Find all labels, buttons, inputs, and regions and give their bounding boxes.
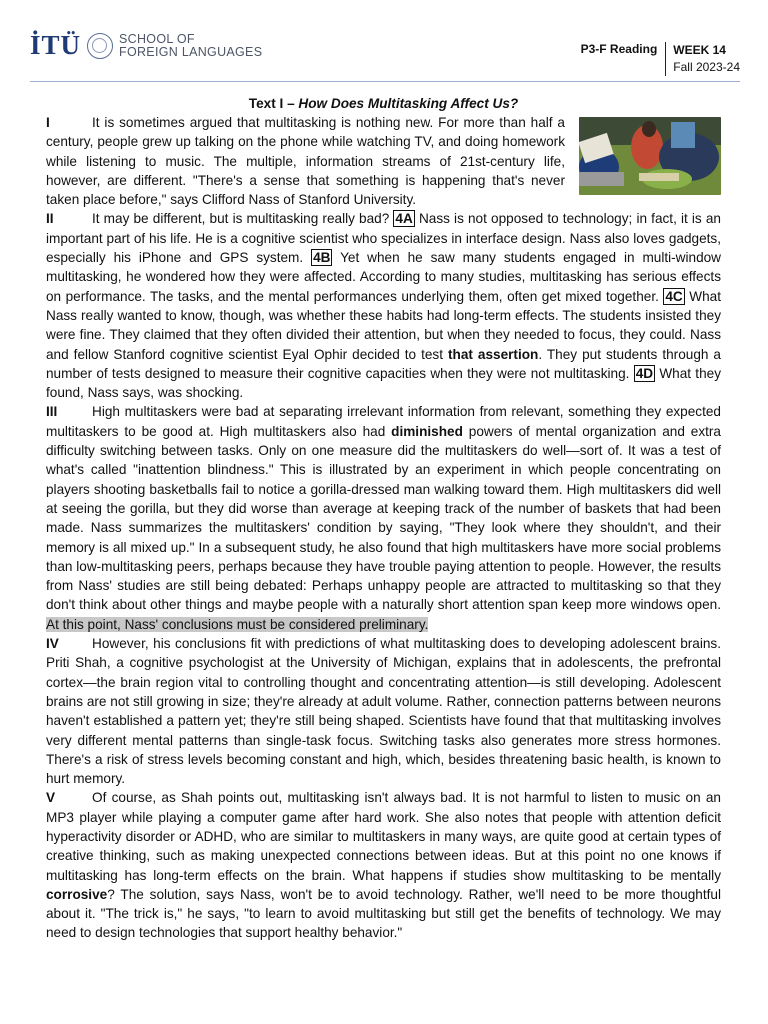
marker-4c: 4C	[665, 288, 683, 304]
reading-text	[46, 94, 721, 943]
university-seal-icon	[87, 33, 113, 59]
paragraph-4-text: However, his conclusions fit with predictions of what multitasking does to developing adolescent brains. Priti Shah, a cognitive psychologist at the University of Michigan, explains that in adolescents, the prefrontal cortex—the brain region vital to controlling thought and concentrating attention—is still developing. Adolescent brains are not still growing in size; they're already at adult volume. Rather, connection patterns between neurons haven't established a pattern yet; they're still being shaped. Scientists have found that that multitasking involves very different mental patterns than single-task focus. Switching tasks also generates more stress hormones. There's a risk of stress levels becoming constant and high, which, besides threatening basic health, is known to hurt memory.	[46, 636, 721, 787]
marker-4b: 4B	[313, 250, 331, 266]
term-label: Fall 2023-24	[673, 60, 740, 74]
paragraph-3	[46, 402, 721, 634]
paragraph-5	[46, 788, 721, 942]
week-info	[666, 42, 740, 76]
paragraph-5-text: ? The solution, says Nass, won't be to avoid technology. Rather, we'll need to be more thoughtful about it. "The trick is," he says, "to learn to avoid multitasking but still get the benefits of technology. We may need to design technologies that support healthy behavior."	[46, 886, 721, 941]
itu-wordmark: İTÜ	[30, 30, 82, 60]
paragraph-2-text: Nass is not opposed to technology; in fact, it is an important part of his life. He is a cognitive scientist who specializes in interface design. Nass also loves gadgets, especially his iPhone and GPS system.	[46, 211, 721, 266]
paragraph-5-text: Of course, as Shah points out, multitasking isn't always bad. It is not harmful to listen to music on an MP3 player while playing a computer game after hard work. She also notes that people with attention deficit hyperactivity disorder or ADHD, who are similar to multitaskers in many ways, are quite good at certain types of creative thinking, such as making unexpected connections between ideas. But at this point no one knows if multitasking has long-term effects on the brain. What happens if studies show multitasking to be mentally	[46, 790, 721, 883]
paragraph-2-text: . They put students through a number of tests designed to measure their cognitive capacities when they were not multitasking.	[46, 346, 721, 381]
paragraph-2-text: What they found, Nass says, was shocking.	[46, 365, 721, 401]
highlighted-sentence: At this point, Nass' conclusions must be considered preliminary.	[46, 616, 429, 632]
marker-4a: 4A	[395, 211, 413, 227]
school-name-line1: SCHOOL OF	[119, 31, 195, 46]
school-name	[119, 33, 262, 59]
week-label: WEEK 14	[673, 43, 726, 57]
paragraph-2	[46, 209, 721, 402]
bold-term-that-assertion: that assertion	[448, 346, 539, 362]
paragraph-2-number: II	[46, 211, 54, 227]
text-title	[46, 94, 721, 113]
marker-4d: 4D	[635, 365, 654, 381]
course-info	[581, 42, 740, 76]
header-divider	[30, 81, 740, 82]
page-header	[30, 30, 740, 82]
title-text: How Does Multitasking Affect Us?	[298, 96, 519, 111]
paragraph-5-number: V	[46, 790, 56, 806]
paragraph-3-text: High multitaskers were bad at separating irrelevant information from relevant, something they expected multitaskers to be good at. High multitaskers also had	[46, 404, 721, 439]
paragraph-1-number: I	[46, 115, 50, 130]
bold-term-diminished: diminished	[391, 423, 463, 439]
paragraph-1-text: It is sometimes argued that multitasking is nothing new. For more than half a century, people grew up talking on the phone while watching TV, and doing homework while listening to music. The multiple, information streams of 21st-century life, however, are different. "There's a sense that something is happening that's never taken place before," says Clifford Nass of Stanford University.	[46, 115, 565, 208]
paragraph-2-text: What Nass really wanted to know, though, was whether these habits had long-term effects. The students insisted they were fine. They claimed that they often divided their attention, but when they needed to focus, they could. Nass and fellow Stanford cognitive scientist Eyal Ophir decided to test	[46, 288, 721, 362]
bold-term-corrosive: corrosive	[46, 886, 108, 902]
paragraph-4	[46, 634, 721, 788]
paragraph-2-text: It may be different, but is multitasking really bad?	[92, 211, 394, 227]
title-prefix: Text I –	[248, 96, 299, 111]
students-multitasking-photo	[579, 117, 721, 195]
paragraph-1	[46, 113, 721, 209]
itu-logo	[30, 30, 262, 61]
paragraph-4-number: IV	[46, 636, 59, 652]
course-name: P3-F Reading	[581, 42, 667, 76]
paragraph-3-text: powers of mental organization and extra difficulty switching between tasks. Only on one measure did the multitaskers do well—sort of. It was a test of what's called "inattention blindness." This is illustrated by an experiment in which people concentrating on players shooting basketballs fail to notice a gorilla-dressed man walking toward them. High multitaskers did well at seeing the gorilla, but they did worse than average at keeping track of the number of baskets that had been made. Nass summarizes the multitaskers' condition by saying, "They look where they shouldn't, and their memory is all mixed up." In a subsequent study, he also found that high multitaskers have more social problems than low-multitasking peers, perhaps because they have trouble paying attention to people. However, the results from Nass' studies are still being debated: Perhaps unhappy people are attracted to multitasking so that they don't think about other things and maybe people with a naturally short attention span keep more windows open.	[46, 423, 721, 613]
paragraph-3-number: III	[46, 404, 58, 420]
paragraph-2-text: Yet when he saw many students engaged in multi-window multitasking, he wondered how they were affected. According to many studies, multitasking has serious effects on performance. The tasks, and the mental performances underlying them, often get mixed together.	[46, 250, 722, 304]
school-name-line2: FOREIGN LANGUAGES	[119, 44, 263, 59]
